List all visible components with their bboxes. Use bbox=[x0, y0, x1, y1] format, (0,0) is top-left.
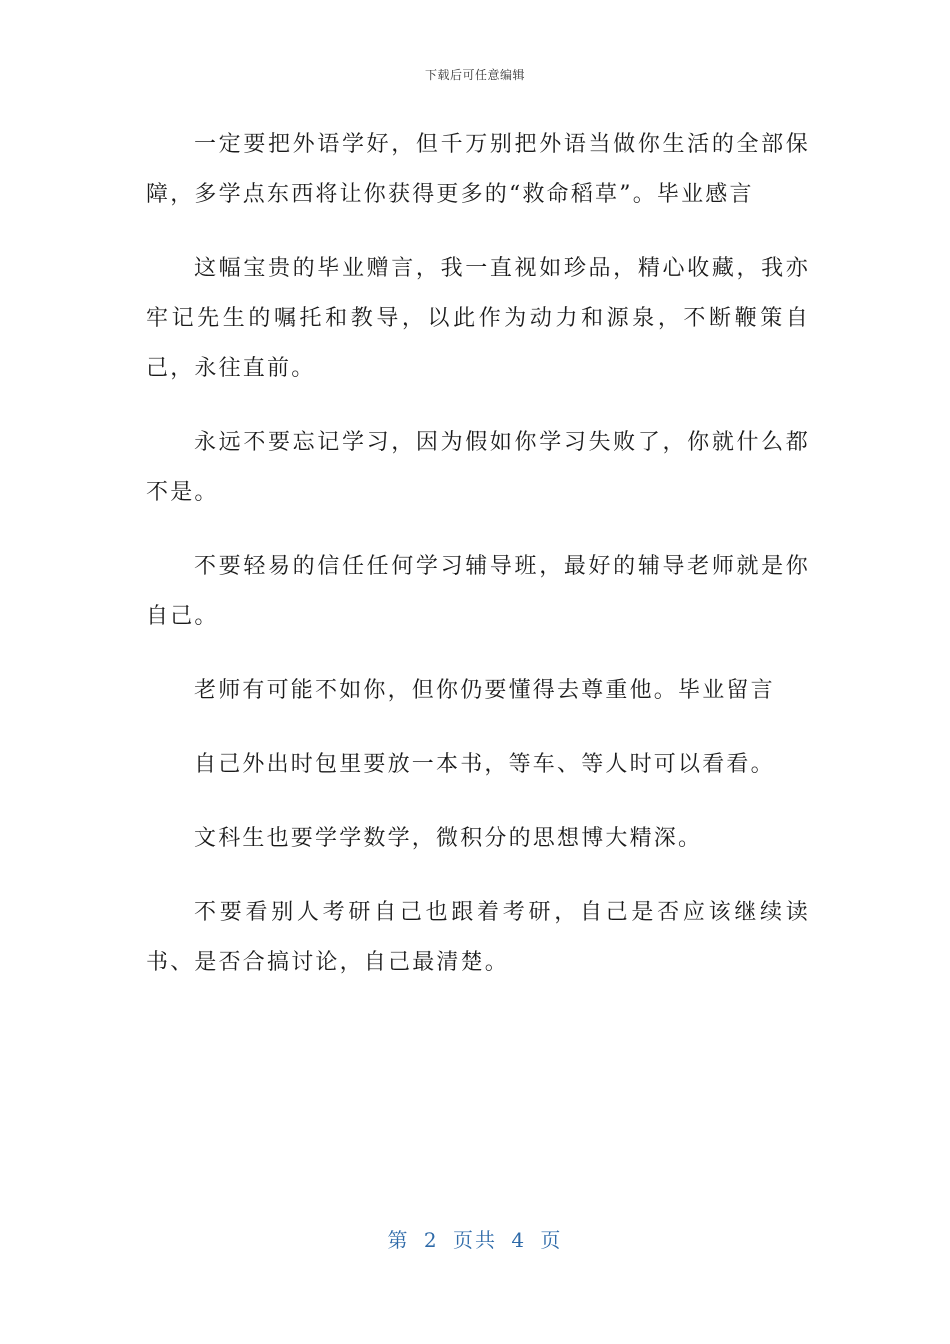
page-header-note: 下载后可任意编辑 bbox=[424, 68, 525, 82]
page-number: 第 2 页共 4 页 bbox=[387, 1228, 563, 1252]
paragraph-4: 不要轻易的信任任何学习辅导班，最好的辅导老师就是你自己。 bbox=[146, 554, 810, 629]
paragraph-1: 一定要把外语学好，但千万别把外语当做你生活的全部保障，多学点东西将让你获得更多的“救命稻草”。毕业感言 bbox=[146, 132, 810, 207]
paragraph-7: 文科生也要学学数学，微积分的思想博大精深。 bbox=[194, 826, 703, 851]
paragraph-3: 永远不要忘记学习，因为假如你学习失败了，你就什么都不是。 bbox=[146, 430, 810, 505]
paragraph-2: 这幅宝贵的毕业赠言，我一直视如珍品，精心收藏，我亦牢记先生的嘱托和教导，以此作为动力和源泉，不断鞭策自己，永往直前。 bbox=[146, 256, 810, 381]
document-body bbox=[146, 120, 810, 988]
paragraph-8: 不要看别人考研自己也跟着考研，自己是否应该继续读书、是否合搞讨论，自己最清楚。 bbox=[146, 900, 810, 975]
paragraph-5: 老师有可能不如你，但你仍要懂得去尊重他。毕业留言 bbox=[194, 678, 775, 703]
paragraph-6: 自己外出时包里要放一本书，等车、等人时可以看看。 bbox=[194, 752, 775, 777]
